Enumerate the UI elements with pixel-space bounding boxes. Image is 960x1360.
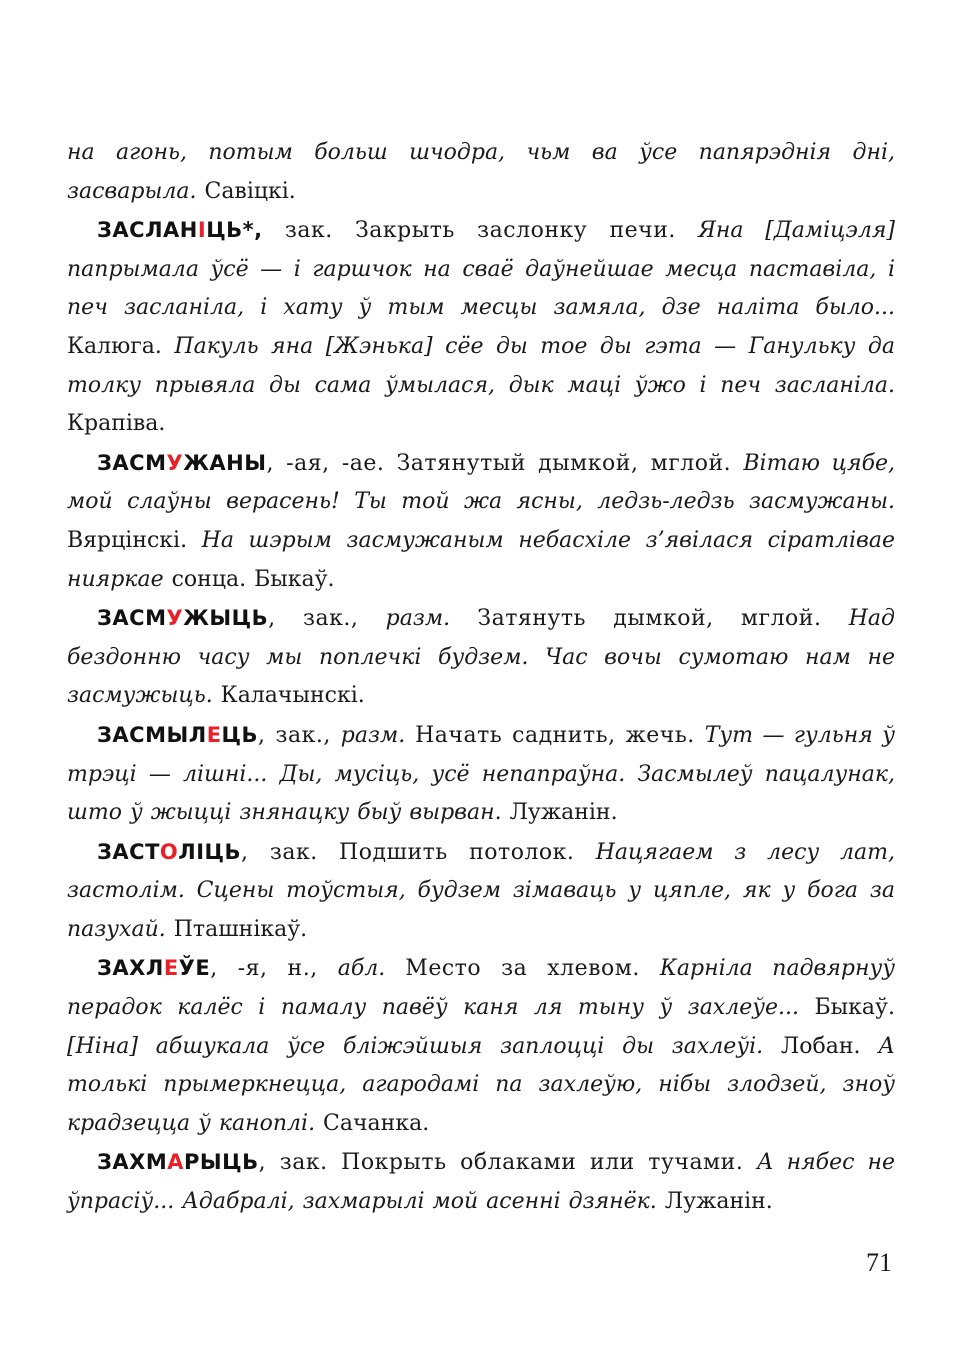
source-author: Пташнікаў. xyxy=(165,916,308,942)
style-label: абл. xyxy=(337,956,386,982)
headword-part: ЗАХЛ xyxy=(97,956,164,981)
definition: Затянуть дымкой, мглой. xyxy=(450,606,849,632)
definition: Подшить потолок. xyxy=(339,839,596,865)
continuation-paragraph xyxy=(67,134,895,211)
definition: Покрыть облаками или тучами. xyxy=(341,1150,757,1176)
stress-accent-letter: О xyxy=(159,839,179,864)
source-author: Савіцкі. xyxy=(204,178,296,204)
headword-part: ЖЫЦЬ xyxy=(183,606,269,631)
stress-accent-letter: У xyxy=(166,606,184,631)
headword-part: ЗАХМ xyxy=(97,1150,168,1175)
dictionary-page xyxy=(67,134,895,1222)
grammar-note: , -ая, -ае. xyxy=(266,450,397,476)
grammar-note: , зак. xyxy=(241,839,340,865)
source-author: Лобан. xyxy=(763,1033,879,1059)
example-quote: А нябес не ўпрасіў... Адабралі, захмарылі мой асенні дзянёк. xyxy=(67,1150,896,1215)
headword-part: ЗАСМЫЛ xyxy=(97,722,207,747)
example-quote: на агонь, потым больш шчодра, чьм ва ўсе папярэднія дні, засварыла. xyxy=(67,140,895,204)
example-quote: На шэрым засмужаным небасхіле з’явілася сіратлівае нияркае xyxy=(67,527,895,592)
headword-part: ЗАСТ xyxy=(97,839,160,864)
headword xyxy=(97,840,241,864)
grammar-note: , зак., xyxy=(268,606,386,632)
headword-part: ЗАСМ xyxy=(97,606,167,631)
example-quote: Над бездонню часу мы поплечкі будзем. Час вочы сумотаю нам не засмужыць. xyxy=(67,606,895,709)
example-quote: Карніла падвярнуў перадок калёс і памалу павёў каня ля тыну ў захлеўе... xyxy=(67,956,895,1021)
headword-part: ЗАСЛАН xyxy=(97,218,198,243)
source-author: Вярцінскі. xyxy=(67,527,202,553)
grammar-note: , -я, н., xyxy=(210,956,338,982)
dictionary-entry xyxy=(67,716,895,833)
headword-part: ЦЬ xyxy=(221,722,259,747)
dictionary-entry xyxy=(67,1143,895,1221)
definition: Затянутый дымкой, мглой. xyxy=(396,450,744,476)
grammar-note: , зак. xyxy=(258,1150,342,1176)
headword-part: ЖАНЫ xyxy=(183,450,267,475)
headword xyxy=(97,956,210,980)
stress-accent-letter: А xyxy=(167,1150,185,1175)
example-quote: Яна [Даміцэля] папрымала ўсё — і гаршчок на сваё даўнейшае месца паставіла, і печ засланіла, і хату ў тым месцы замяла, дзе наліта было... xyxy=(67,218,895,321)
example-quote: [Ніна] абшукала ўсе бліжэйшыя заплоцці ды захлеўі. xyxy=(67,1033,764,1059)
source-author: сонца. Быкаў. xyxy=(163,566,335,592)
example-quote: Нацягаем з лесу лат, застолім. Сцены тоўстыя, будзем зімаваць у цяпле, як у бога за пазухай. xyxy=(67,839,896,942)
source-author: Крапіва. xyxy=(67,411,166,437)
example-quote: Вітаю цябе, мой слаўны верасень! Ты той жа ясны, ледзь-ледзь засмужаны. xyxy=(67,450,896,515)
source-author: Быкаў. xyxy=(799,995,895,1021)
dictionary-entry xyxy=(67,211,895,444)
dictionary-entry xyxy=(67,599,895,716)
headword-part: РЫЦЬ xyxy=(184,1150,259,1175)
example-quote: Тут — гульня ў трэці — лішні... Ды, мусіць, усё непапраўна. Засмылеў пацалунак, што ў жыцці знянацку быў вырван. xyxy=(67,722,895,826)
source-author: Лужанін. xyxy=(656,1189,773,1215)
style-label: разм. xyxy=(385,606,451,632)
stress-accent-letter: І xyxy=(197,218,207,243)
dictionary-entry xyxy=(67,833,895,950)
grammar-note: , зак., xyxy=(258,722,341,748)
headword-part: ЗАСМ xyxy=(97,450,167,475)
style-label: разм. xyxy=(340,722,406,748)
source-author: Сачанка. xyxy=(315,1110,430,1136)
source-author: Калачынскі. xyxy=(212,683,365,709)
dictionary-entry xyxy=(67,444,895,599)
definition: Закрыть заслонку печи. xyxy=(355,218,699,244)
stress-accent-letter: Е xyxy=(206,722,222,747)
stress-accent-letter: У xyxy=(166,450,184,475)
headword-part: ЦЬ*, xyxy=(206,218,263,243)
headword-part: ЛІЦЬ xyxy=(178,839,242,864)
page-number: 71 xyxy=(866,1248,892,1277)
headword xyxy=(97,451,266,475)
example-quote: А толькі прымеркнецца, агародамі па захлеўю, нібы злодзей, зноў крадзецца ў каноплі. xyxy=(67,1033,895,1136)
definition: Начать саднить, жечь. xyxy=(405,722,705,748)
source-author: Калюга. xyxy=(67,333,175,359)
stress-accent-letter: Е xyxy=(163,956,179,981)
headword xyxy=(97,606,268,630)
dictionary-entry xyxy=(67,949,895,1143)
headword xyxy=(97,1150,259,1174)
definition: Место за хлевом. xyxy=(385,956,660,982)
headword-part: ЎЕ xyxy=(178,956,211,981)
example-quote: Пакуль яна [Жэнька] сёе ды тое ды гэта — Ганульку да толку прывяла ды сама ўмылася, дык маці ўжо і печ засланіла. xyxy=(67,333,895,398)
grammar-note: зак. xyxy=(262,218,356,244)
headword xyxy=(97,723,258,747)
source-author: Лужанін. xyxy=(501,800,618,826)
headword xyxy=(97,218,263,242)
